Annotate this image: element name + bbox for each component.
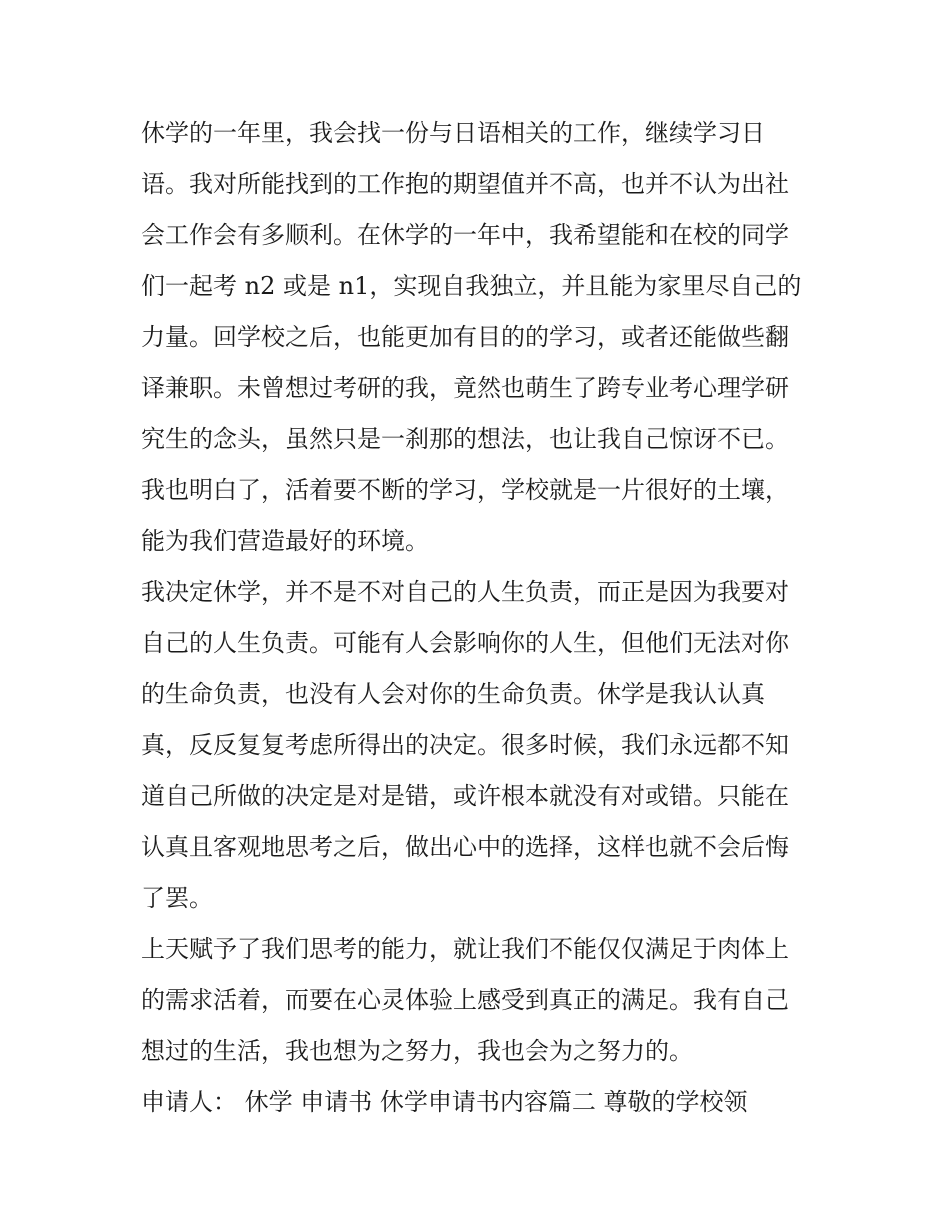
- text-line: 我决定休学，并不是不对自己的人生负责，而正是因为我要对: [141, 578, 789, 606]
- text-line: 了罢。: [141, 884, 213, 912]
- text-line: 译兼职。未曾想过考研的我，竟然也萌生了跨专业考心理学研: [141, 374, 789, 402]
- text-line: 的需求活着，而要在心灵体验上感受到真正的满足。我有自己: [141, 986, 789, 1014]
- document-body: [141, 108, 821, 1128]
- text-line: 自己的人生负责。可能有人会影响你的人生，但他们无法对你: [141, 629, 789, 657]
- text-line: 上天赋予了我们思考的能力，就让我们不能仅仅满足于肉体上: [141, 935, 789, 963]
- text-line: 会工作会有多顺利。在休学的一年中，我希望能和在校的同学: [141, 221, 789, 249]
- text-line: 认真且客观地思考之后，做出心中的选择，这样也就不会后悔: [141, 833, 789, 861]
- text-line: 道自己所做的决定是对是错，或许根本就没有对或错。只能在: [141, 782, 789, 810]
- text-line: 能为我们营造最好的环境。: [141, 527, 429, 555]
- text-line: 究生的念头，虽然只是一刹那的想法，也让我自己惊讶不已。: [141, 425, 789, 453]
- text-line: 语。我对所能找到的工作抱的期望值并不高，也并不认为出社: [141, 170, 789, 198]
- text-line: 们一起考 n2 或是 n1，实现自我独立，并且能为家里尽自己的: [141, 272, 802, 300]
- text-line: 的生命负责，也没有人会对你的生命负责。休学是我认认真: [141, 680, 765, 708]
- text-line: 申请人： 休学 申请书 休学申请书内容篇二 尊敬的学校领: [141, 1088, 748, 1116]
- text-line: 真，反反复复考虑所得出的决定。很多时候，我们永远都不知: [141, 731, 789, 759]
- text-line: 力量。回学校之后，也能更加有目的的学习，或者还能做些翻: [141, 323, 789, 351]
- text-line: 想过的生活，我也想为之努力，我也会为之努力的。: [141, 1037, 693, 1065]
- text-line: 休学的一年里，我会找一份与日语相关的工作，继续学习日: [141, 119, 765, 147]
- text-line: 我也明白了，活着要不断的学习，学校就是一片很好的土壤，: [141, 476, 789, 504]
